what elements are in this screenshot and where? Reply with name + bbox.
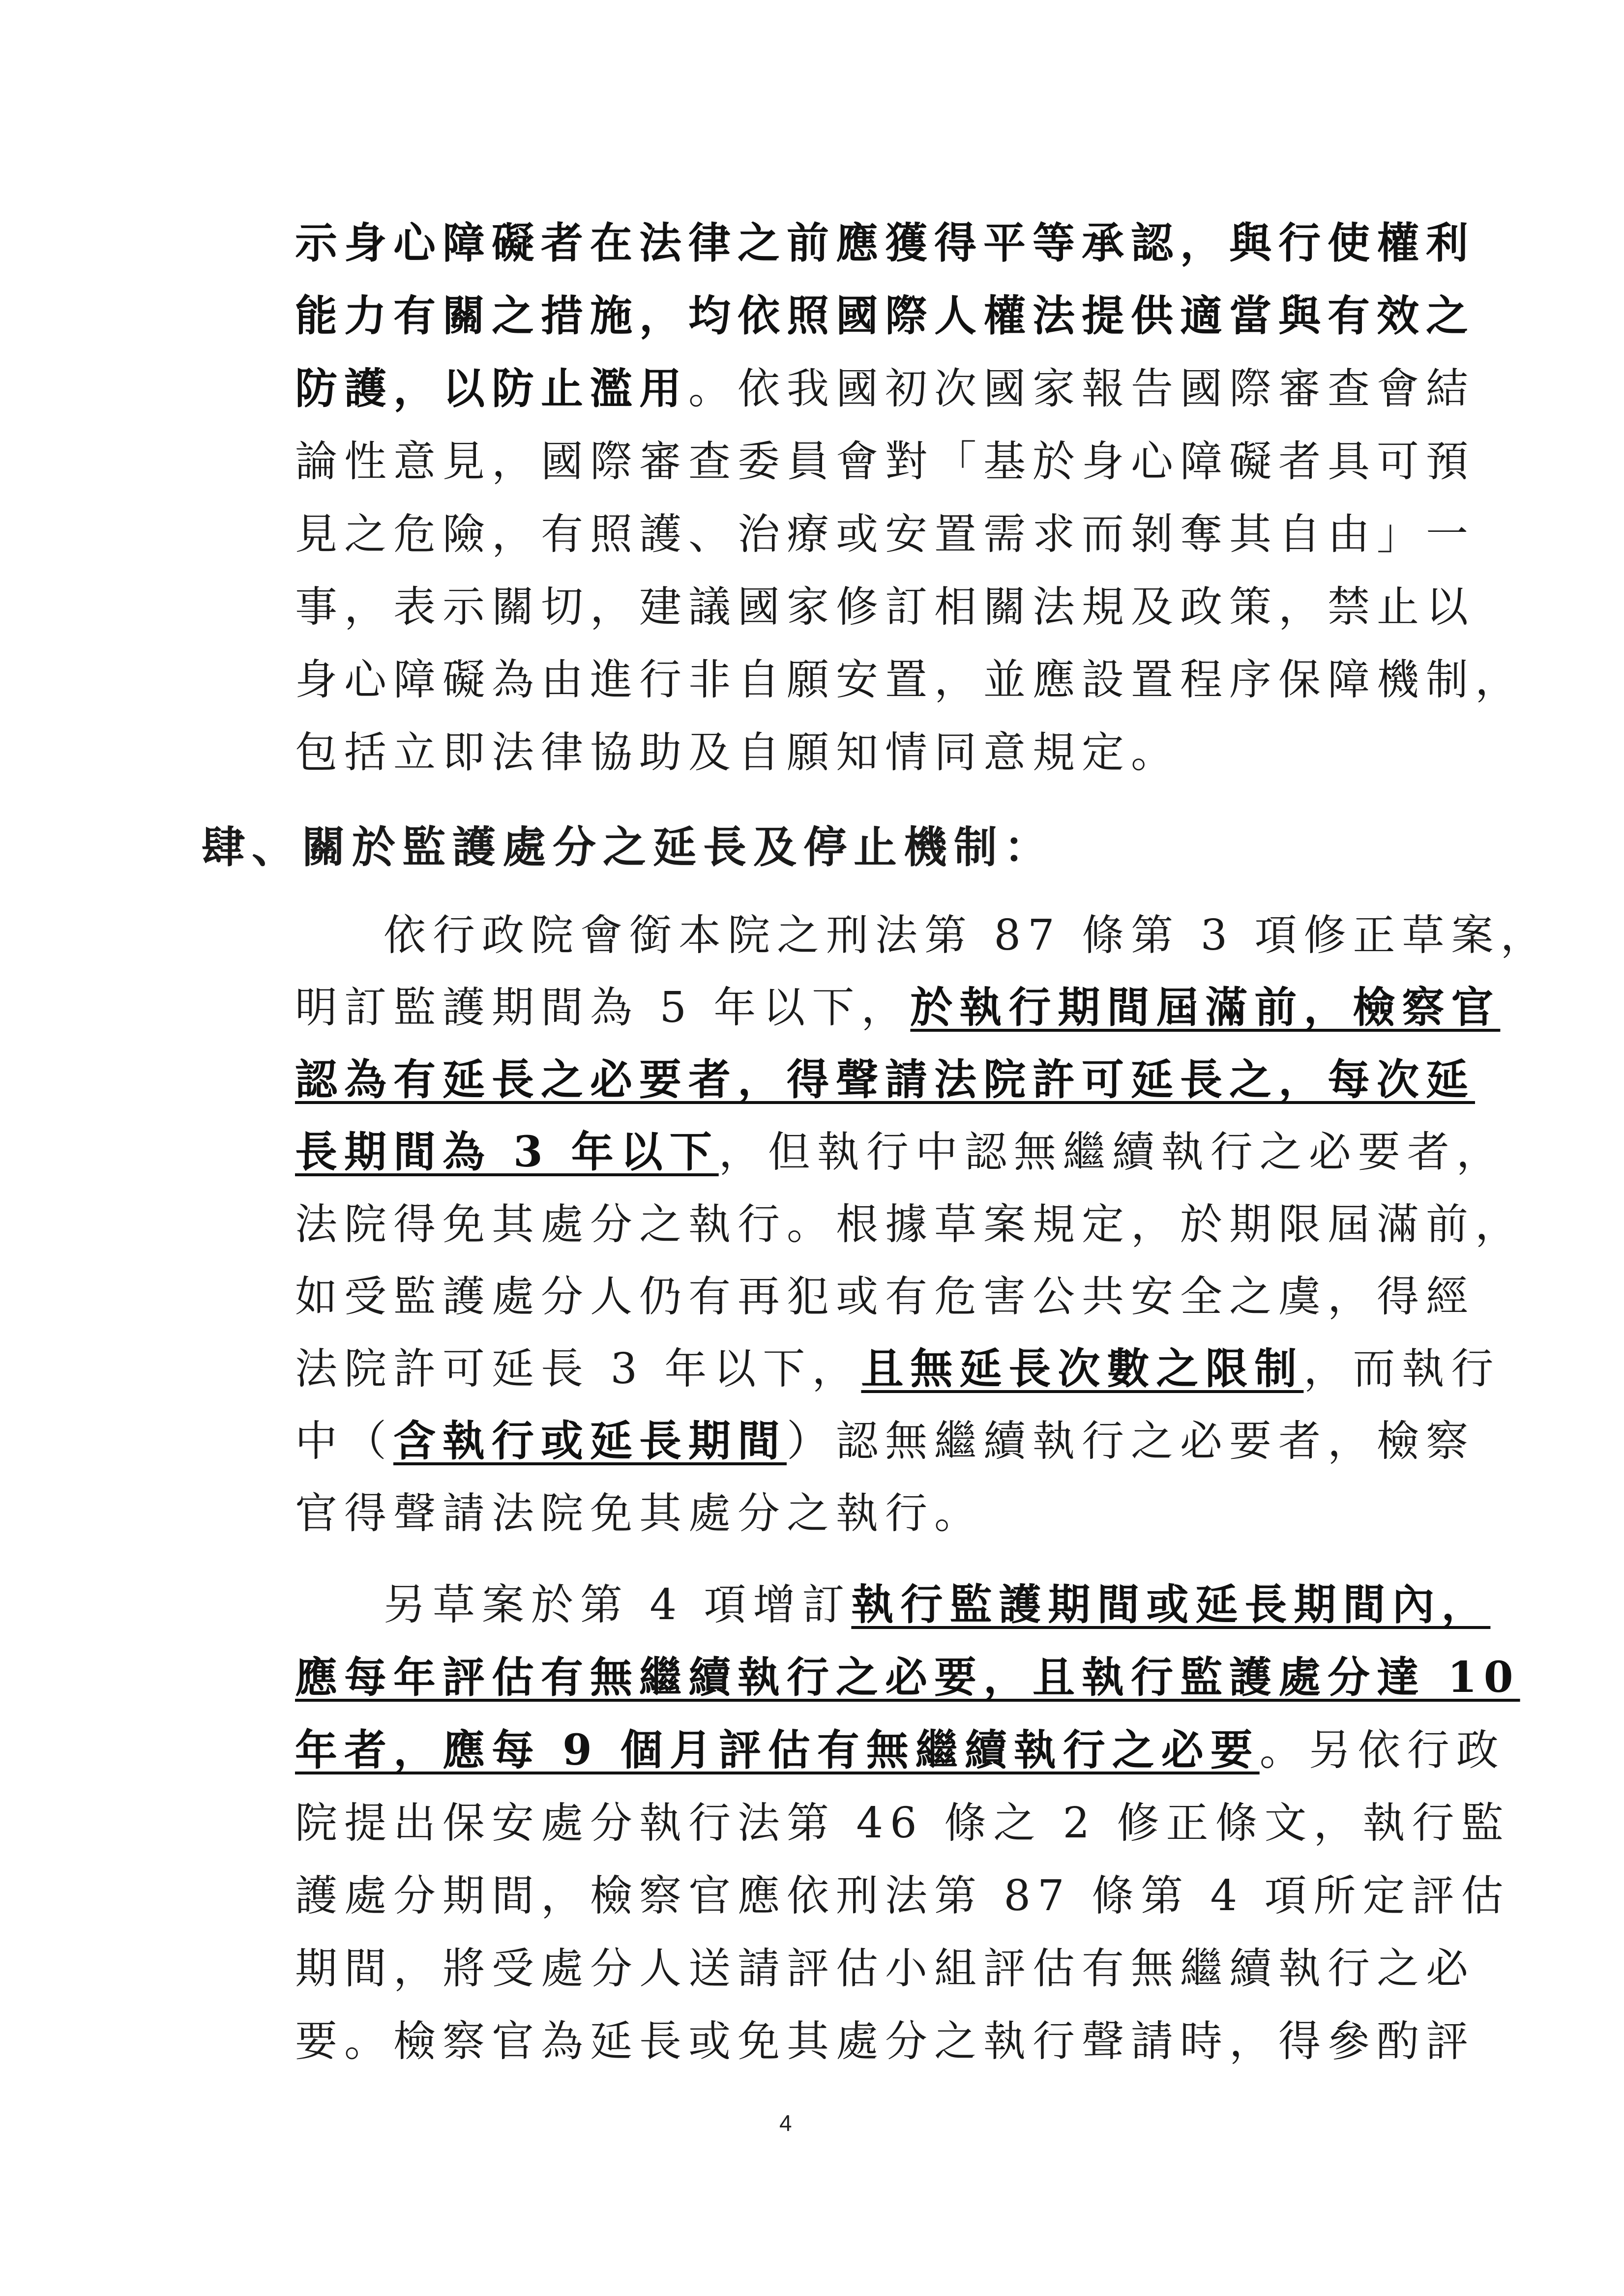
text-segment: 應每年評估有無繼續執行之必要，且執行監護處分達 10: [295, 1653, 1520, 1702]
text-segment: 中（: [295, 1417, 393, 1466]
text-line: [384, 1578, 1490, 1632]
text-segment: 身心障礙為由進行非自願安置，並應設置程序保障機制，: [295, 655, 1524, 704]
text-segment: 護處分期間，檢察官應依刑法第 87 條第 4 項所定評估: [295, 1871, 1510, 1920]
text-line: [295, 1125, 1506, 1179]
page-number: 4: [779, 2110, 792, 2136]
text-line: [295, 1796, 1510, 1850]
text-segment: 。依我國初次國家報告國際審查會結: [688, 364, 1475, 413]
text-segment: 能力有關之措施，均依照國際人權法提供適當與有效之: [295, 291, 1475, 341]
text-segment: 院提出保安處分執行法第 46 條之 2 修正條文，執行監: [295, 1799, 1510, 1848]
text-line: [295, 1053, 1475, 1107]
text-segment: 。另依行政: [1259, 1726, 1506, 1775]
text-segment: 明訂監護期間為 5 年以下，: [295, 983, 911, 1032]
text-line: [295, 1414, 1475, 1468]
text-segment: 示身心障礙者在法律之前應獲得平等承認，與行使權利: [295, 218, 1475, 268]
text-line: [295, 1270, 1475, 1324]
text-line: [295, 1723, 1506, 1777]
text-segment: 包括立即法律協助及自願知情同意規定。: [295, 728, 1180, 777]
text-line: [295, 435, 1475, 489]
text-segment: 論性意見，國際審查委員會對「基於身心障礙者具可預: [295, 437, 1475, 486]
text-line: [295, 1197, 1524, 1251]
text-segment: 期間，將受處分人送請評估小組評估有無繼續執行之必: [295, 1944, 1475, 1993]
text-line: [384, 908, 1550, 962]
text-segment: 事，表示關切，建議國家修訂相關法規及政策，禁止以: [295, 582, 1475, 632]
text-segment: 另草案於第 4 項增訂: [384, 1580, 852, 1629]
text-segment: ，而執行: [1303, 1344, 1501, 1394]
text-segment: 如受監護處分人仍有再犯或有危害公共安全之虞，得經: [295, 1272, 1475, 1321]
text-line: [295, 1869, 1510, 1923]
text-line: [295, 580, 1475, 634]
text-line: [295, 1942, 1475, 1996]
text-line: [295, 653, 1524, 707]
text-line: [295, 289, 1475, 343]
text-line: [295, 981, 1500, 1035]
text-segment: 含執行或延長期間: [393, 1416, 787, 1466]
text-line: [295, 2014, 1475, 2068]
text-line: [295, 216, 1475, 270]
text-segment: 依行政院會銜本院之刑法第 87 條第 3 項修正草案，: [384, 911, 1550, 960]
text-line: [295, 1486, 983, 1540]
text-segment: 且無延長次數之限制: [861, 1344, 1304, 1394]
text-segment: 認為有延長之必要者，得聲請法院許可延長之，每次延: [295, 1055, 1475, 1104]
text-segment: 法院得免其處分之執行。根據草案規定，於期限屆滿前，: [295, 1200, 1524, 1249]
text-segment: ，但執行中認無繼續執行之必要者，: [718, 1128, 1506, 1177]
text-segment: 見之危險，有照護、治療或安置需求而剝奪其自由」一: [295, 510, 1475, 559]
text-line: [295, 1342, 1500, 1396]
text-line: [295, 1651, 1520, 1705]
section-heading: 肆、關於監護處分之延長及停止機制：: [202, 821, 1055, 872]
text-line: [295, 507, 1475, 561]
text-segment: 要。檢察官為延長或免其處分之執行聲請時，得參酌評: [295, 2017, 1475, 2066]
text-segment: 年者，應每 9 個月評估有無繼續執行之必要: [295, 1725, 1260, 1775]
text-line: [295, 362, 1475, 416]
text-segment: 防護，以防止濫用: [295, 364, 688, 413]
text-line: [295, 726, 1180, 780]
text-segment: 於執行期間屆滿前，檢察官: [910, 983, 1501, 1032]
text-segment: 長期間為 3 年以下: [295, 1127, 719, 1177]
text-segment: 法院許可延長 3 年以下，: [295, 1344, 861, 1394]
text-segment: 官得聲請法院免其處分之執行。: [295, 1489, 983, 1538]
text-segment: 執行監護期間或延長期間內，: [851, 1580, 1491, 1629]
text-segment: ）認無繼續執行之必要者，檢察: [787, 1417, 1475, 1466]
